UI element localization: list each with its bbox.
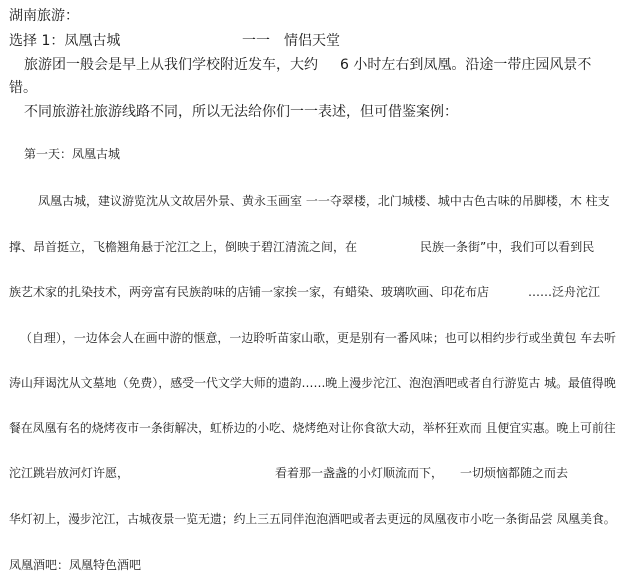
paragraph-line-2b: 民族一条街”中，我们可以看到民: [420, 240, 595, 254]
paragraph-line-5: 涛山拜谒沈从文墓地（免费），感受一代文学大师的遗韵……晚上漫步沱江、泡泡酒吧或者自行游览古 城。最值得晚: [9, 376, 616, 390]
choice-theme: 情侣天堂: [284, 33, 340, 49]
heading: 湖南旅游：: [9, 8, 79, 24]
paragraph-line-6: 餐在凤凰有名的烧烤夜市一条街解决，虹桥边的小吃、烧烤绝对让你食欲大动，举杯狂欢而 且便宜实惠。晚上可前往: [9, 421, 616, 435]
paragraph-line-1: 凤凰古城，建议游览沈从文故居外景、黄永玉画室 一一夺翠楼，北门城楼、城中古色古味的吊脚楼，木 柱支: [38, 194, 610, 208]
choice-dash: 一一: [242, 33, 270, 49]
bar-line: 凤凰酒吧：凤凰特色酒吧: [9, 558, 142, 572]
choice-prefix: 选择 1: [9, 33, 51, 49]
intro-line-1b: 6 小时左右到凤凰。沿途一带庄园风景不: [340, 57, 592, 73]
choice-name: ：凤凰古城: [50, 33, 121, 49]
choice-line: [9, 30, 120, 50]
day1-title: 第一天：凤凰古城: [24, 147, 121, 161]
intro-line-2: 错。: [9, 80, 37, 96]
paragraph-line-7a: 沱江跳岩放河灯许愿，: [9, 466, 130, 480]
intro-line-1a: 旅游团一般会是早上从我们学校附近发车，大约: [24, 57, 318, 73]
paragraph-line-7b: 看着那一盏盏的小灯顺流而下，: [275, 466, 444, 480]
paragraph-line-3a: 族艺术家的扎染技术，两旁富有民族韵味的店铺一家挨一家，有蜡染、玻璃吹画、印花布店: [9, 285, 490, 299]
choice-theme-line: [242, 30, 340, 50]
intro-line-3: 不同旅游社旅游线路不同，所以无法给你们一一表述，但可借鉴案例：: [24, 104, 458, 120]
paragraph-line-2a: 撑、昂首挺立，飞檐翘角悬于沱江之上，倒映于碧江清流之间，在: [9, 240, 358, 254]
paragraph-line-3b: ……泛舟沱江: [528, 285, 601, 299]
paragraph-line-4: （自理），一边体会人在画中游的惬意，一边聆听苗家山歌，更是别有一番风味；也可以相约步行或坐黄包 车去听: [20, 331, 617, 345]
paragraph-line-7c: 一切烦恼都随之而去: [460, 466, 569, 480]
paragraph-line-8: 华灯初上，漫步沱江，古城夜景一览无遗；约上三五同伴泡泡酒吧或者去更远的凤凰夜市小吃一条街品尝 凤凰美食。: [9, 512, 616, 526]
